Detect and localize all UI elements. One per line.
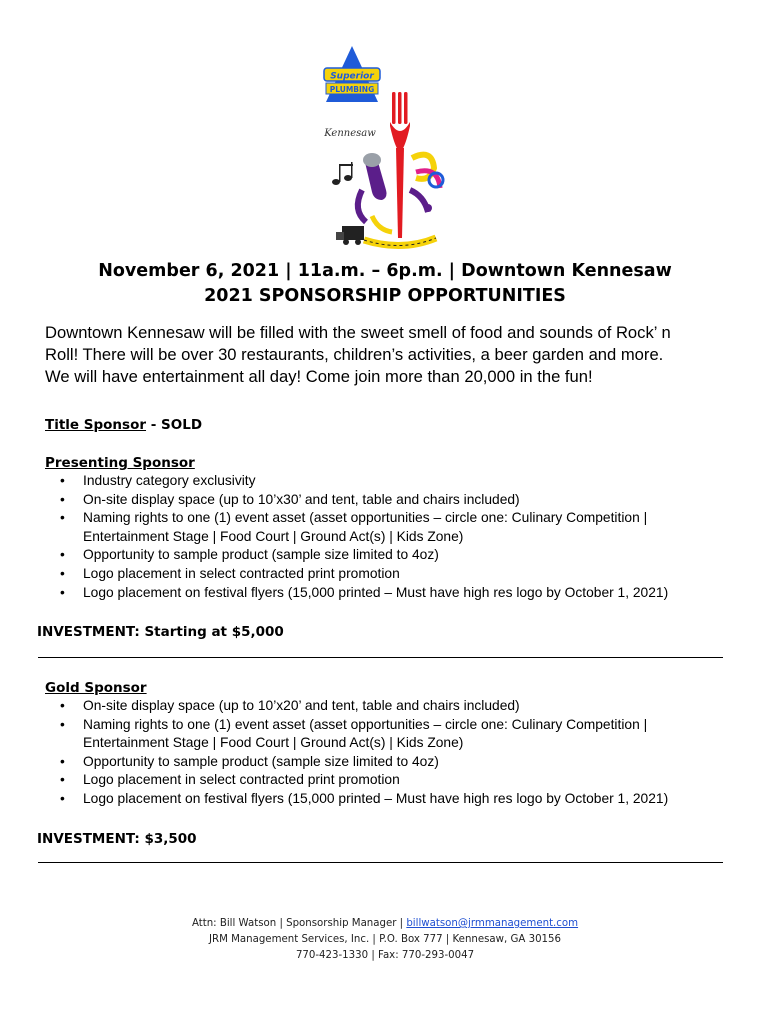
festival-logo	[312, 40, 452, 252]
footer-address: JRM Management Services, Inc. | P.O. Box 777 | Kennesaw, GA 30156	[209, 934, 561, 945]
gold-sponsor-heading	[45, 679, 147, 697]
presenting-sponsor-label: Presenting Sponsor	[45, 455, 195, 471]
section-divider	[38, 657, 723, 658]
intro-paragraph	[45, 322, 725, 388]
presenting-sponsor-heading	[45, 454, 195, 472]
fork-icon	[390, 92, 410, 238]
music-notes-icon	[332, 162, 353, 185]
list-item: • On-site display space (up to 10’x20’ and tent, table and chairs included)	[60, 697, 730, 716]
presenting-investment: INVESTMENT: Starting at $5,000	[37, 624, 284, 640]
list-item: • Naming rights to one (1) event asset (asset opportunities – circle one: Culinary Competition | Entertainment Stage | Food Court | Ground Act(s) | Kids Zone)	[60, 509, 730, 546]
list-item: • Logo placement on festival flyers (15,000 printed – Must have high res logo by October 1, 2021)	[60, 584, 730, 603]
title-sponsor-heading	[45, 416, 202, 434]
footer-contact	[0, 916, 770, 932]
gold-benefits-list	[60, 697, 730, 809]
page-title: 2021 SPONSORSHIP OPPORTUNITIES	[204, 286, 566, 306]
footer-contact-name: Attn: Bill Watson | Sponsorship Manager |	[191, 918, 407, 929]
intro-line: We will have entertainment all day! Come join more than 20,000 in the fun!	[45, 367, 593, 386]
title-sponsor-label: Title Sponsor	[45, 417, 147, 433]
intro-line: Roll! There will be over 30 restaurants, children’s activities, a beer garden and more.	[45, 345, 664, 364]
list-item: • Naming rights to one (1) event asset (asset opportunities – circle one: Culinary Competition | Entertainment Stage | Food Court | Ground Act(s) | Kids Zone)	[60, 716, 730, 753]
festival-logo-graphic	[312, 40, 452, 252]
gold-investment: INVESTMENT: $3,500	[37, 831, 197, 847]
intro-line: Downtown Kennesaw will be filled with the sweet smell of food and sounds of Rock’ n	[45, 323, 671, 342]
footer-phone: 770-423-1330 | Fax: 770-293-0047	[295, 950, 475, 961]
guitar-icon	[363, 153, 387, 200]
contact-email-link[interactable]: billwatson@jrmmanagement.com	[406, 918, 579, 929]
list-item: • Logo placement on festival flyers (15,000 printed – Must have high res logo by October 1, 2021)	[60, 790, 730, 809]
list-item: • Opportunity to sample product (sample size limited to 4oz)	[60, 753, 730, 772]
list-item: • Opportunity to sample product (sample size limited to 4oz)	[60, 546, 730, 565]
section-divider	[38, 862, 723, 863]
presenting-benefits-list	[60, 472, 730, 602]
gold-sponsor-label: Gold Sponsor	[45, 680, 147, 696]
title-sponsor-status: - SOLD	[146, 417, 203, 433]
train-icon	[336, 226, 364, 245]
list-item: • On-site display space (up to 10’x30’ and tent, table and chairs included)	[60, 491, 730, 510]
badge-line1: Superior	[330, 71, 374, 82]
logo-script-text: Kennesaw	[324, 128, 376, 139]
list-item: • Logo placement in select contracted print promotion	[60, 565, 730, 584]
list-item: • Industry category exclusivity	[60, 472, 730, 491]
event-details-heading: November 6, 2021 | 11a.m. – 6p.m. | Downtown Kennesaw	[98, 261, 672, 281]
badge-line2: PLUMBING	[329, 85, 375, 94]
list-item: • Logo placement in select contracted print promotion	[60, 771, 730, 790]
